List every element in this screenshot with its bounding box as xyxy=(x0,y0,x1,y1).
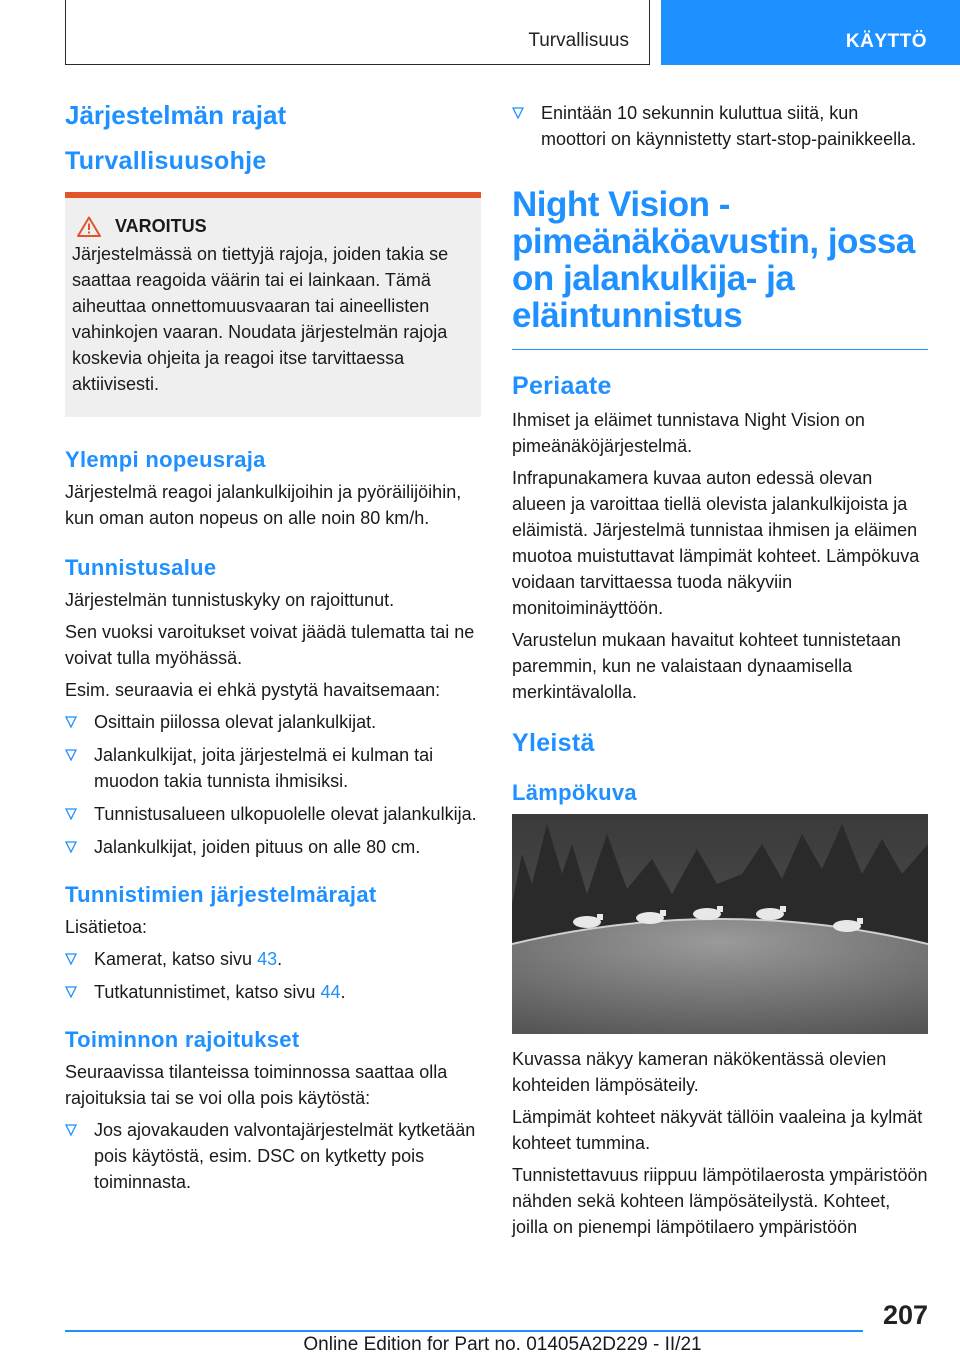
bullet-triangle-icon xyxy=(65,716,77,728)
warning-title-row xyxy=(72,216,471,237)
bullet-triangle-icon xyxy=(512,107,524,119)
page-number: 207 xyxy=(882,1300,928,1330)
warning-triangle-icon xyxy=(77,216,101,237)
bullet-triangle-icon xyxy=(65,953,77,965)
list-item-text: Jos ajovakauden valvontajärjestelmät kytketään pois käytöstä, esim. DSC on kytketty pois toiminnasta. xyxy=(94,1120,476,1192)
sensor-limits-intro: Lisätietoa: xyxy=(65,917,148,937)
header-section-box xyxy=(65,0,650,65)
list-item xyxy=(65,742,481,794)
detection-range-heading: Tunnistusalue xyxy=(65,555,217,580)
principle-p1: Ihmiset ja eläimet tunnistava Night Vision on pimeänäköjärjestelmä. xyxy=(512,410,865,456)
function-limits-heading: Toiminnon rajoitukset xyxy=(65,1027,300,1052)
header-chapter-label: KÄYTTÖ xyxy=(845,31,927,52)
left-column xyxy=(65,100,481,1205)
warning-text: Järjestelmässä on tiettyjä rajoja, joiden takia se saattaa reagoida väärin tai ei lainkaan. Tämä aiheuttaa onnettomuusvaaran tai aineellisten vahinkojen vaaran. Noudata järjestelmän rajoja koskevia ohjeita ja reagoi itse tarvittaessa aktiivisesti. xyxy=(72,244,449,394)
page-link-radar[interactable]: 44 xyxy=(320,982,341,1002)
bullet-triangle-icon xyxy=(65,808,77,820)
warning-title: VAROITUS xyxy=(115,216,207,236)
sensor-limits-list xyxy=(65,946,481,1005)
right-column xyxy=(512,100,928,1246)
footer-divider xyxy=(65,1330,863,1332)
list-item xyxy=(65,834,481,860)
detection-range-list xyxy=(65,709,481,860)
list-item-end: . xyxy=(340,982,346,1002)
continued-list xyxy=(512,100,928,152)
function-limits-list xyxy=(65,1117,481,1195)
bullet-triangle-icon xyxy=(65,1124,77,1136)
detection-range-p1: Järjestelmän tunnistuskyky on rajoittunut. xyxy=(65,590,395,610)
chapter-title: Night Vision -pimeänäköavustin, jossa on jalankulkija- ja eläintunnistus xyxy=(512,186,928,350)
safety-subtitle: Turvallisuusohje xyxy=(65,147,267,175)
list-item xyxy=(65,709,481,735)
general-heading: Yleistä xyxy=(512,729,595,757)
list-item-text: Tutkatunnistimet, katso sivu xyxy=(94,982,321,1002)
thermal-image-illustration xyxy=(512,814,928,1034)
thermal-image-heading: Lämpökuva xyxy=(512,780,637,805)
principle-p2: Infrapunakamera kuvaa auton edessä olevan alueen ja varoittaa tiellä olevista jalankulkijoista ja eläimistä. Järjestelmä tunnistaa ihmisen ja eläimen muotoa muistuttavat lämpimät kohteet. Lämpökuva voidaan tarvittaessa tuoda näkyviin monitoiminäyttöön. xyxy=(512,468,920,618)
bullet-triangle-icon xyxy=(65,986,77,998)
list-item xyxy=(65,1117,481,1195)
list-item-end: . xyxy=(277,949,283,969)
footer-edition: Online Edition for Part no. 01405A2D229 - II/21 xyxy=(303,1334,702,1355)
thermal-p2: Lämpimät kohteet näkyvät tällöin vaaleina ja kylmät kohteet tummina. xyxy=(512,1107,923,1153)
principle-p3: Varustelun mukaan havaitut kohteet tunnistetaan paremmin, kun ne valaistaan dynaamisella merkintävalolla. xyxy=(512,630,901,702)
thermal-p3: Tunnistettavuus riippuu lämpötilaerosta ympäristöön nähden sekä kohteen lämpösäteilystä. Kohteet, joilla on pienempi lämpötilaero ympäristöön xyxy=(512,1165,928,1237)
list-item-text: Osittain piilossa olevat jalankulkijat. xyxy=(94,712,377,732)
list-item-text: Enintään 10 sekunnin kuluttua siitä, kun moottori on käynnistetty start-stop-painikkeella. xyxy=(541,103,917,149)
section-title: Järjestelmän rajat xyxy=(65,100,287,130)
bullet-triangle-icon xyxy=(65,749,77,761)
header-chapter-tab xyxy=(661,0,960,65)
list-item xyxy=(65,946,481,972)
speed-limit-text: Järjestelmä reagoi jalankulkijoihin ja pyöräilijöihin, kun oman auton nopeus on alle noin 80 km/h. xyxy=(65,482,462,528)
warning-box xyxy=(65,192,481,417)
thermal-p1: Kuvassa näkyy kameran näkökentässä olevien kohteiden lämpösäteily. xyxy=(512,1049,887,1095)
principle-heading: Periaate xyxy=(512,372,612,400)
page-link-cameras[interactable]: 43 xyxy=(257,949,278,969)
list-item xyxy=(65,979,481,1005)
list-item-text: Tunnistusalueen ulkopuolelle olevat jalankulkija. xyxy=(94,804,477,824)
detection-range-p2: Sen vuoksi varoitukset voivat jäädä tulematta tai ne voivat tulla myöhässä. xyxy=(65,622,475,668)
sensor-limits-heading: Tunnistimien järjestelmärajat xyxy=(65,882,377,907)
speed-limit-heading: Ylempi nopeusraja xyxy=(65,447,266,472)
detection-range-p3: Esim. seuraavia ei ehkä pystytä havaitsemaan: xyxy=(65,680,441,700)
list-item-text: Kamerat, katso sivu xyxy=(94,949,258,969)
list-item-text: Jalankulkijat, joiden pituus on alle 80 cm. xyxy=(94,837,421,857)
function-limits-text: Seuraavissa tilanteissa toiminnossa saattaa olla rajoituksia tai se voi olla pois käytöstä: xyxy=(65,1062,448,1108)
list-item-text: Jalankulkijat, joita järjestelmä ei kulman tai muodon takia tunnista ihmisiksi. xyxy=(94,745,434,791)
header-section-title: Turvallisuus xyxy=(528,30,629,51)
list-item xyxy=(65,801,481,827)
list-item xyxy=(512,100,928,152)
bullet-triangle-icon xyxy=(65,841,77,853)
